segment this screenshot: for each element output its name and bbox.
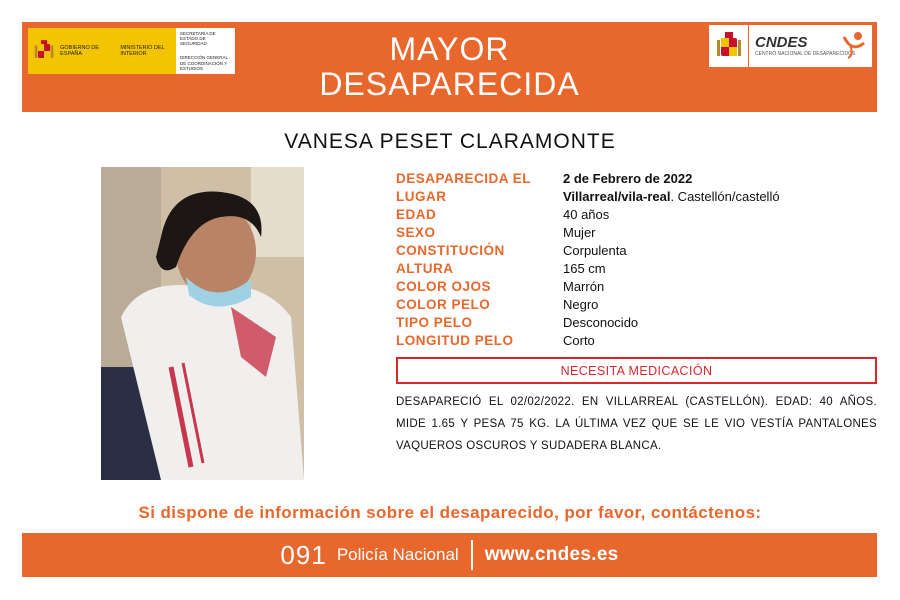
header-banner [22, 22, 877, 112]
cndes-name: CNDES [755, 34, 808, 51]
detail-value: 40 años [563, 206, 610, 222]
title-line-2: DESAPARECIDA [319, 66, 580, 102]
details-list [396, 169, 876, 350]
detail-label: ALTURA [396, 261, 454, 277]
people-figure-icon [838, 31, 866, 59]
detail-row-hair-color [396, 296, 876, 314]
detail-value: Negro [563, 297, 599, 313]
detail-row-age [396, 205, 876, 223]
detail-value: Marrón [563, 279, 605, 295]
footer-divider [471, 540, 473, 570]
detail-label: COLOR OJOS [396, 279, 492, 295]
detail-label: LUGAR [396, 188, 447, 204]
detail-row-hair-type [396, 314, 876, 332]
place-value-rest: . Castellón/castelló [670, 188, 780, 204]
footer-contact-banner [22, 533, 877, 577]
detail-row-sex [396, 223, 876, 241]
cndes-brand [749, 35, 872, 57]
missing-date-value: 2 de Febrero de 2022 [563, 170, 693, 186]
detail-value [563, 171, 692, 186]
detail-row-hair-length [396, 332, 876, 350]
detail-row-missing-date [396, 169, 876, 187]
cndes-seal [709, 24, 749, 68]
detail-label: LONGITUD PELO [396, 333, 514, 349]
gov-name: GOBIERNO DE ESPAÑA [60, 44, 99, 57]
detail-label: COLOR PELO [396, 297, 491, 313]
missing-person-name: VANESA PESET CLARAMONTE [284, 130, 616, 153]
website-link[interactable]: www.cndes.es [484, 544, 619, 565]
detail-value [563, 189, 780, 204]
detail-value: Corpulenta [563, 242, 627, 258]
coat-of-arms-icon [716, 30, 742, 62]
place-value-bold: Villarreal/vila-real [563, 188, 671, 204]
detail-label: CONSTITUCIÓN [396, 242, 505, 258]
phone-number[interactable]: 091 [280, 539, 327, 570]
detail-label: EDAD [396, 206, 437, 222]
detail-value: 165 cm [563, 261, 606, 277]
title-line-1: MAYOR [389, 31, 510, 67]
cndes-subtitle: CENTRO NACIONAL DE DESAPARECIDOS [755, 51, 856, 57]
detail-label: SEXO [396, 224, 436, 240]
description-text: DESAPARECIÓ EL 02/02/2022. EN VILLARREAL (CASTELLÓN). EDAD: 40 AÑOS. MIDE 1.65 Y PESA 75 KG. LA ÚLTIMA VEZ QUE SE LE VIO VESTÍA PANTALONES VAQUEROS OSCUROS Y SUDADERA BLANCA. [396, 396, 877, 452]
detail-value: Desconocido [563, 315, 639, 331]
detail-row-place [396, 187, 876, 205]
directorate-name: DIRECCIÓN GENERAL DE COORDINACIÓN Y ESTUDIOS [180, 55, 228, 71]
detail-label: DESAPARECIDA EL [396, 170, 532, 186]
detail-label: TIPO PELO [396, 315, 473, 331]
ministry-name: MINISTERIO DEL INTERIOR [120, 44, 165, 57]
detail-value: Corto [563, 333, 595, 349]
detail-row-height [396, 259, 876, 277]
medication-alert-badge: NECESITA MEDICACIÓN [396, 357, 877, 384]
missing-person-photo [101, 167, 304, 480]
photo-illustration [101, 167, 304, 480]
cndes-logo [708, 24, 873, 68]
detail-value: Mujer [563, 224, 596, 240]
detail-row-eye-color [396, 278, 876, 296]
police-label: Policía Nacional [336, 545, 459, 564]
secretariat-name: SECRETARÍA DE ESTADO DE SEGURIDAD [180, 31, 216, 47]
contact-call-to-action: Si dispone de información sobre el desaparecido, por favor, contáctenos: [138, 503, 762, 522]
detail-row-build [396, 241, 876, 259]
